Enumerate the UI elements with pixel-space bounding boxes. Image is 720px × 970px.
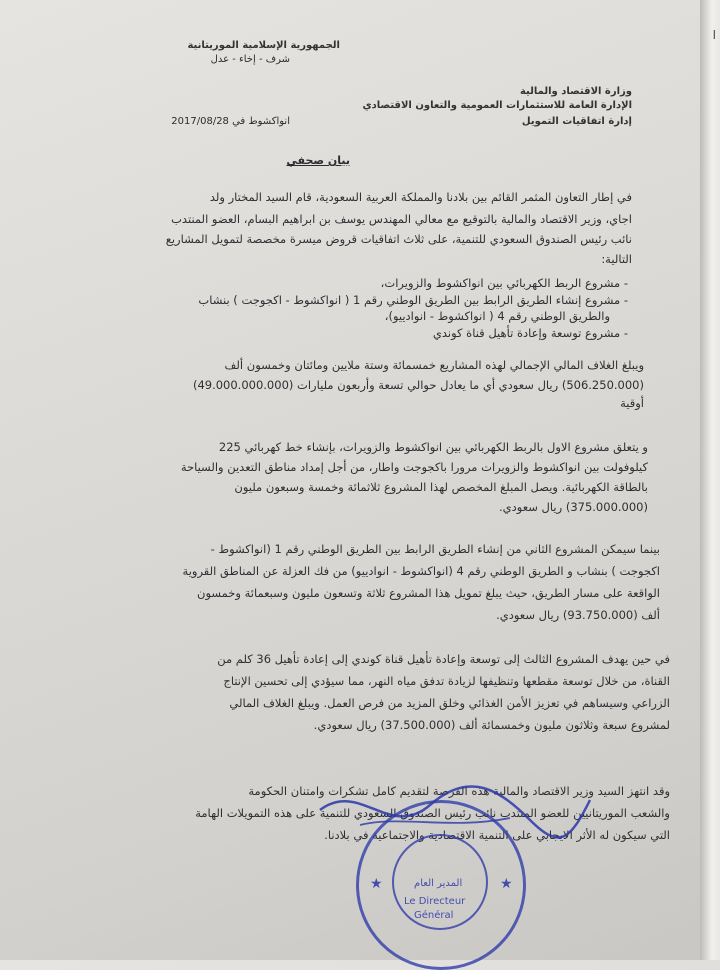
place-date: انواكشوط في 2017/08/28 [171, 116, 290, 127]
p3-line-2: كيلوفولت بين انواكشوط والزويرات مرورا باكجوجت واطار، من أجل إمداد مناطق التعدين والسياحة [180, 460, 648, 474]
edge-mark: ا [712, 28, 716, 42]
p4-line-3: الواقعة على مسار الطريق، حيث يبلغ تمويل هذا المشروع ثلاثة وتسعون مليون وسبعمائة وخمسون [197, 586, 660, 600]
p1-line-3: نائب رئيس الصندوق السعودي للتنمية، على ثلاث اتفاقيات قروض ميسرة مخصصة لتمويل المشاريع [165, 232, 632, 246]
p5-line-1: في حين يهدف المشروع الثالث إلى توسعة وإعادة تأهيل قناة كوندي إلى إعادة تأهيل 36 كلم من [217, 652, 670, 666]
p6-line-3: التي سيكون له الأثر الايجابي على التنمية الاقتصادية والاجتماعية في بلادنا. [324, 828, 670, 842]
stamp-star-icon: ★ [500, 876, 513, 892]
list-item-2-cont: والطريق الوطني رقم 4 ( انواكشوط - انوادييو)، [384, 309, 610, 323]
p4-line-4: ألف (93.750.000) ريال سعودي. [496, 608, 660, 622]
p4-line-1: بينما سيمكن المشروع الثاني من إنشاء الطريق الرابط بين الطريق الوطني رقم 1 (انواكشوط - [210, 542, 660, 556]
p3-line-3: بالطاقة الكهربائية. ويصل المبلغ المخصص لهذا المشروع ثلاثمائة وخمسة وسبعون مليون [234, 480, 648, 494]
p2-line-2: (506.250.000) ريال سعودي أي ما يعادل حوالي تسعة وأربعون مليارات (49.000.000.000) [192, 378, 644, 392]
list-item-1: - مشروع الربط الكهربائي بين انواكشوط والزويرات، [380, 276, 628, 290]
header-motto: شرف - إخاء - عدل [210, 54, 290, 65]
p6-line-1: وقد انتهز السيد وزير الاقتصاد والمالية هذه الفرصة لتقديم كامل تشكرات وامتنان الحكومة [248, 784, 670, 798]
header-ministry: وزارة الاقتصاد والمالية [519, 86, 632, 97]
p5-line-3: الزراعي وسيساهم في تعزيز الأمن الغذائي وخلق المزيد من فرص العمل. ويبلغ الغلاف المالي [229, 696, 670, 710]
header-republic: الجمهورية الإسلامية الموريتانية [187, 40, 340, 51]
p1-line-4: التالية: [601, 252, 632, 266]
list-item-3: - مشروع توسعة وإعادة تأهيل قناة كوندي [432, 326, 628, 340]
stamp-title-ar: المدير العام [414, 878, 463, 889]
p2-line-3: أوقية [620, 396, 644, 410]
p1-line-2: اجاي، وزير الاقتصاد والمالية بالتوقيع مع معالي المهندس يوسف بن ابراهيم البسام، العضو المنتدب [171, 212, 632, 226]
page-title: بيان صحفي [286, 154, 350, 167]
p2-line-1: ويبلغ الغلاف المالي الإجمالي لهذه المشاريع خمسمائة وستة ملايين ومائتان وخمسون ألف [224, 358, 644, 372]
p3-line-4: (375.000.000) ريال سعودي. [499, 500, 648, 514]
p6-line-2: والشعب الموريتانيين للعضو المنتدب نائب رئيس الصندوق السعودي للتنمية على هذه التمويلات الهامة [195, 806, 670, 820]
stamp-title-fr-2: Général [414, 910, 454, 921]
adjacent-page-edge [700, 0, 720, 960]
header-directorate: الإدارة العامة للاستثمارات العمومية والتعاون الاقتصادي [362, 100, 632, 111]
p5-line-2: القناة، من خلال توسعة مقطعها وتنظيفها لزيادة تدفق مياه النهر، مما سيؤدي إلى تحسين الإنتاج [223, 674, 670, 688]
p1-line-1: في إطار التعاون المثمر القائم بين بلادنا والمملكة العربية السعودية، قام السيد المختار ولد [209, 190, 632, 204]
stamp-star-icon: ★ [370, 876, 383, 892]
list-item-2: - مشروع إنشاء الطريق الرابط بين الطريق الوطني رقم 1 ( انواكشوط - اكجوجت ) بنشاب [198, 293, 628, 307]
header-department: إدارة اتفاقيات التمويل [521, 116, 632, 127]
stamp-title-fr-1: Le Directeur [404, 896, 466, 907]
p4-line-2: اكجوجت ) بنشاب و الطريق الوطني رقم 4 (انواكشوط - انوادييو) من فك العزلة عن المناطق القروية [182, 564, 660, 578]
p3-line-1: و يتعلق مشروع الاول بالربط الكهربائي بين انواكشوط والزويرات، بإنشاء خط كهربائي 225 [218, 440, 648, 454]
p5-line-4: لمشروع سبعة وثلاثون مليون وخمسمائة ألف (37.500.000) ريال سعودي. [313, 718, 670, 732]
